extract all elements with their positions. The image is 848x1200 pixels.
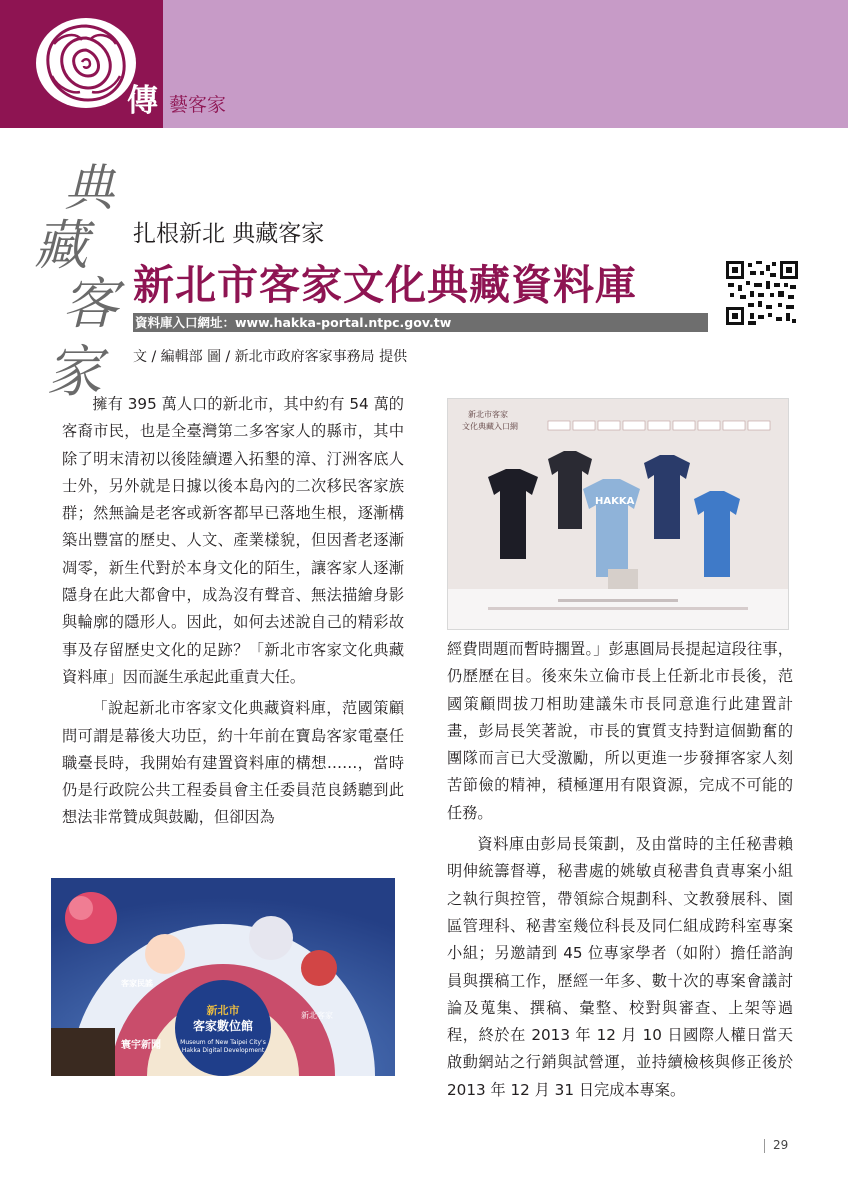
header-band-light [163, 0, 848, 128]
website-screenshot-image [448, 399, 789, 630]
article-credit: 文 / 編輯部 圖 / 新北市政府客家事務局 提供 [133, 349, 408, 365]
calligraphy-char: 藏 [34, 214, 88, 277]
badge-line2: 客家數位館 [192, 1019, 254, 1033]
shirt-text: HAKKA [595, 496, 635, 507]
portal-url[interactable]: 資料庫入口網址：www.hakka-portal.ntpc.gov.tw [133, 313, 708, 332]
collage-label-a: 客家民謠 [121, 979, 153, 988]
section-main-label: 傳 [127, 83, 158, 119]
calligraphy-char: 家 [46, 340, 102, 405]
badge-en1: Museum of New Taipei City's [180, 1039, 266, 1046]
body-paragraph: 「說起新北市客家文化典藏資料庫，范國策顧問可謂是幕後大功臣，約十年前在寶島客家電臺任職臺長時，我開始有建置資料庫的構想……，當時仍是行政院公共工程委員會主任委員范良銹聽到此想法非常贊成與鼓勵，但卻因為 [62, 699, 404, 827]
body-paragraph: 擁有 395 萬人口的新北市，其中約有 54 萬的客裔市民，也是全臺灣第二多客家人的縣市，其中除了明末清初以後陸續遷入拓墾的漳、汀洲客底人士外，另外就是日據以後本島內的二次移民客家族群；然無論是老客或新客都早已落地生根，逐漸構築出豐富的歷史、人文、產業樣貌，但因耆老逐漸凋零，新生代對於本身文化的陌生，讓客家人逐漸隱身在此大都會中，成為沒有聲音、無法描繪身影與輪廓的隱形人。因此，如何去述說自己的精彩故事及存留歷史文化的足跡？「新北市客家文化典藏資料庫」因而誕生承起此重責大任。 [62, 395, 404, 686]
footer-divider [764, 1139, 765, 1153]
collage-label-b: 寰宇新聞 [121, 1040, 161, 1051]
badge-line1: 新北市 [206, 1004, 240, 1017]
left-column [62, 391, 404, 836]
article-title: 新北市客家文化典藏資料庫 [133, 261, 637, 309]
website-screenshot-figure [447, 398, 789, 630]
page-number: 29 [773, 1138, 789, 1152]
site-logo-line1: 新北市客家 [468, 410, 508, 419]
article-subtitle: 扎根新北 典藏客家 [133, 221, 325, 247]
site-logo-line2: 文化典藏入口網 [462, 422, 518, 431]
section-sub-label: 藝客家 [169, 94, 227, 116]
badge-en2: Hakka Digital Development [181, 1047, 265, 1054]
calligraphy-decoration [34, 148, 134, 405]
calligraphy-char: 典 [64, 159, 114, 217]
body-paragraph: 資料庫由彭局長策劃，及由當時的主任秘書賴明伸統籌督導，秘書處的姚敏貞秘書負責專案小組之執行與控管，帶領綜合規劃科、文教發展科、園區管理科、秘書室幾位科長及同仁組成跨科室專案小組；另邀請到 45 位專家學者（如附）擔任諮詢員與撰稿工作，歷經一年多、數十次的專案會議討論及蒐集、撰稿、彙整、校對與審查、上架等過程，終於在 2013 年 12 月 10 日國際人權日當天啟動網站之行銷與試營運，並持續檢核與修正後於 2013 年 12 月 31 日完成本專案。 [447, 835, 793, 1099]
collage-figure [51, 878, 395, 1076]
body-paragraph: 經費問題而暫時擱置。」彭惠圓局長提起這段往事，仍歷歷在目。後來朱立倫市長上任新北市長後，范國策顧問拔刀相助建議朱市長同意進行此建置計畫，彭局長笑著說，市長的實質支持對這個勤奮的團隊而言已大受激勵，所以更進一步發揮客家人刻苦節儉的精神，積極運用有限資源，完成不可能的任務。 [447, 640, 793, 822]
collage-image [51, 878, 395, 1076]
qr-code-icon[interactable] [726, 261, 798, 325]
rose-logo-icon [32, 14, 140, 112]
right-column [447, 636, 793, 1108]
collage-label-c: 新北客家 [301, 1011, 333, 1020]
calligraphy-char: 客 [62, 272, 118, 337]
